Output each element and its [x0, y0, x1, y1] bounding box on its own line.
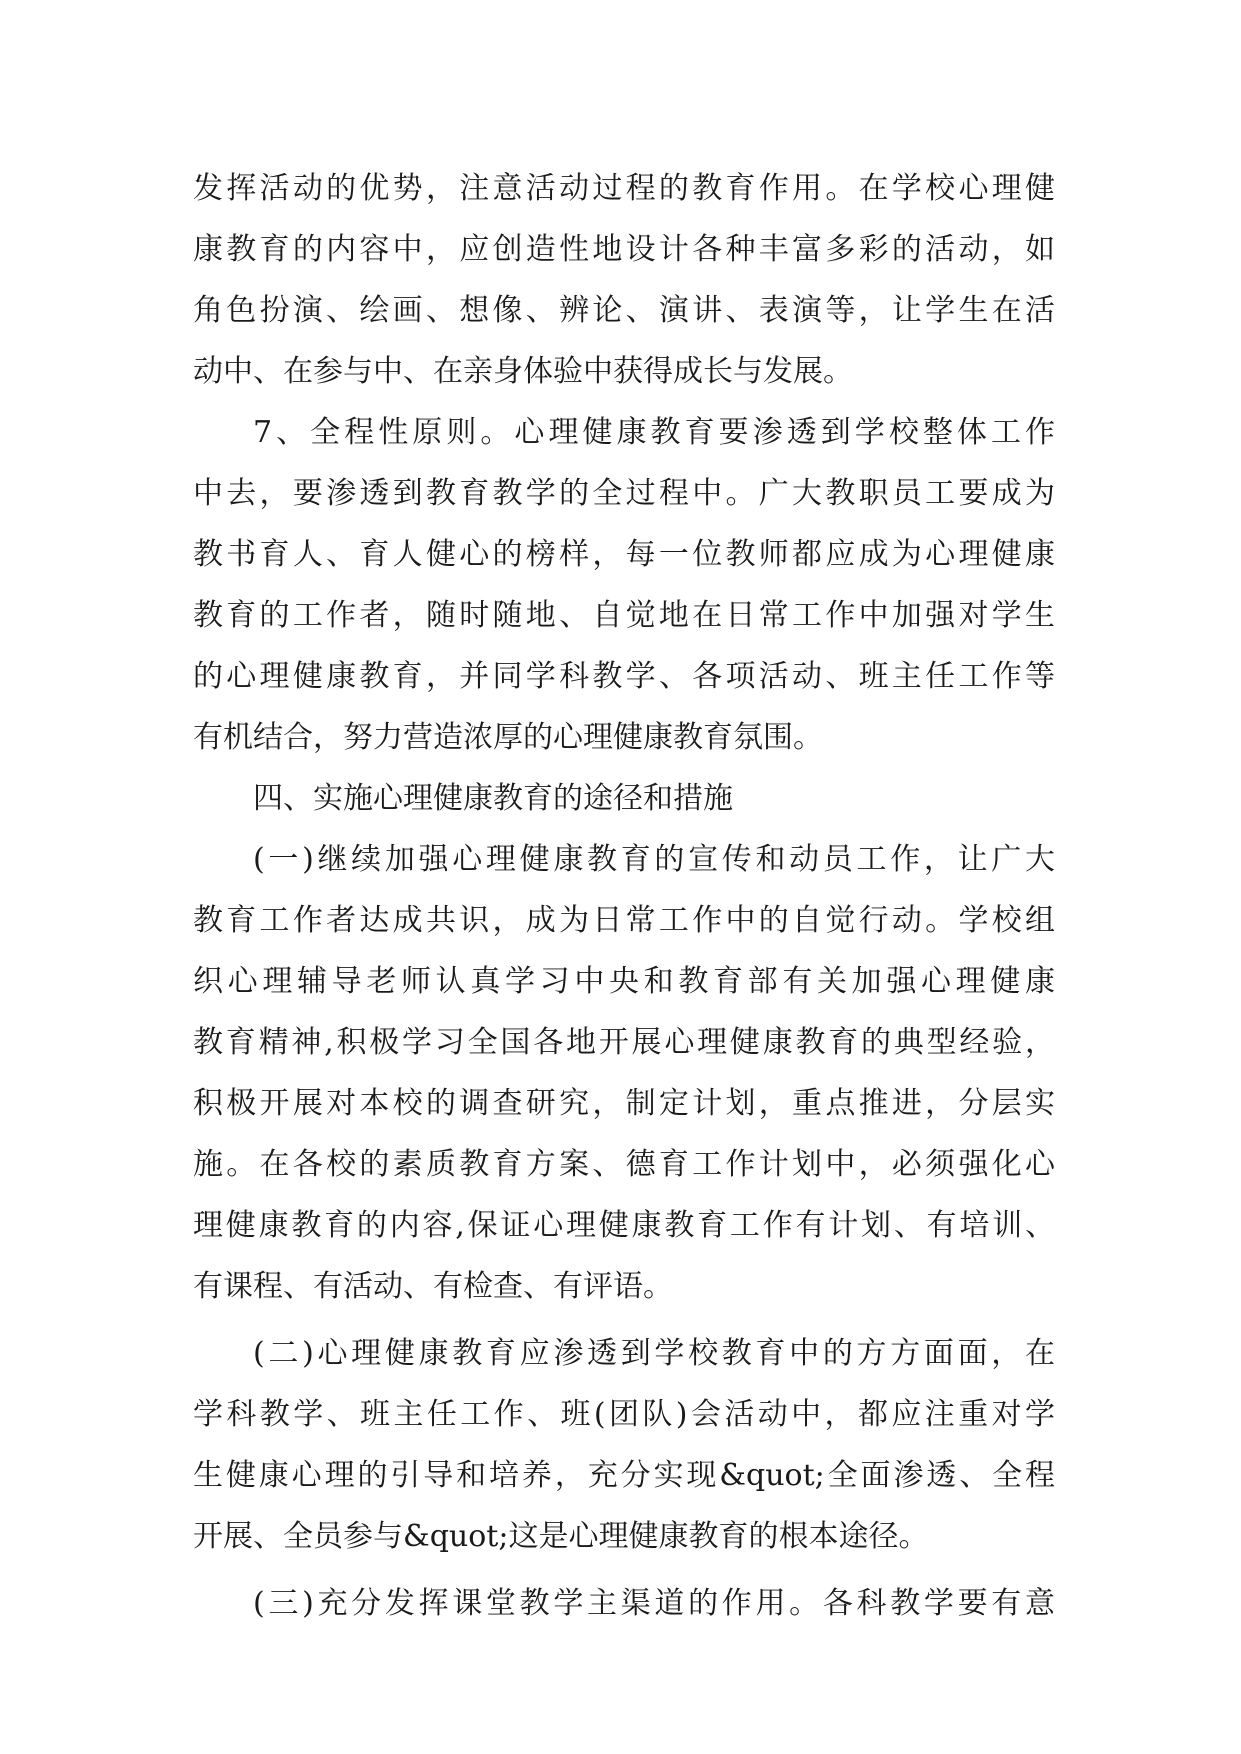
text-line: 有课程、有活动、有检查、有评语。	[193, 1269, 673, 1304]
text-line: 康教育的内容中，应创造性地设计各种丰富多彩的活动，如	[193, 232, 1055, 267]
text-line: 教育精神,积极学习全国各地开展心理健康教育的典型经验，	[193, 1025, 1055, 1060]
text-line: (一)继续加强心理健康教育的宣传和动员工作，让广大	[253, 842, 1055, 877]
text-line: 中去，要渗透到教育教学的全过程中。广大教职员工要成为	[193, 476, 1055, 511]
text-line: (三)充分发挥课堂教学主渠道的作用。各科教学要有意	[253, 1586, 1055, 1621]
text-line: 的心理健康教育，并同学科教学、各项活动、班主任工作等	[193, 659, 1055, 694]
text-line: 学科教学、班主任工作、班(团队)会活动中，都应注重对学	[193, 1397, 1055, 1432]
text-line: 施。在各校的素质教育方案、德育工作计划中，必须强化心	[193, 1147, 1055, 1182]
text-line: 教育工作者达成共识，成为日常工作中的自觉行动。学校组	[193, 903, 1055, 938]
section-heading: 四、实施心理健康教育的途径和措施	[253, 781, 733, 816]
text-line: (二)心理健康教育应渗透到学校教育中的方方面面，在	[253, 1336, 1055, 1371]
text-line: 动中、在参与中、在亲身体验中获得成长与发展。	[193, 354, 853, 389]
text-line: 生健康心理的引导和培养，充分实现&quot;全面渗透、全程	[193, 1458, 1055, 1493]
text-line: 教育的工作者，随时随地、自觉地在日常工作中加强对学生	[193, 598, 1055, 633]
text-line: 教书育人、育人健心的榜样，每一位教师都应成为心理健康	[193, 537, 1055, 572]
text-line: 发挥活动的优势，注意活动过程的教育作用。在学校心理健	[193, 171, 1055, 206]
text-line: 开展、全员参与&quot;这是心理健康教育的根本途径。	[193, 1519, 929, 1554]
text-line: 积极开展对本校的调查研究，制定计划，重点推进，分层实	[193, 1086, 1055, 1121]
document-body	[193, 158, 1055, 1634]
text-line: 织心理辅导老师认真学习中央和教育部有关加强心理健康	[193, 964, 1055, 999]
text-line: 7、全程性原则。心理健康教育要渗透到学校整体工作	[253, 415, 1055, 450]
text-line: 角色扮演、绘画、想像、辨论、演讲、表演等，让学生在活	[193, 293, 1055, 328]
text-line: 有机结合，努力营造浓厚的心理健康教育氛围。	[193, 720, 823, 755]
text-line: 理健康教育的内容,保证心理健康教育工作有计划、有培训、	[193, 1208, 1055, 1243]
